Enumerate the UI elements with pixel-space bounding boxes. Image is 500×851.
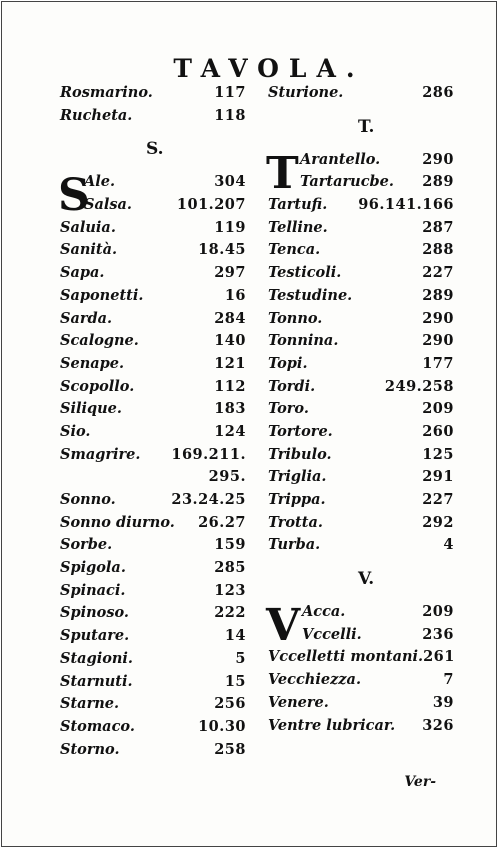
dropcap-block-v xyxy=(266,600,454,652)
index-entry xyxy=(60,353,246,376)
entry-word: Sonno diurno. xyxy=(60,513,175,531)
section-heading-t: T. xyxy=(358,116,375,137)
section-heading-s: S. xyxy=(146,139,164,160)
entry-word: Sturione. xyxy=(268,84,344,101)
index-entry xyxy=(268,376,454,399)
entry-page-number: 326 xyxy=(422,716,454,734)
entry-word: Venere. xyxy=(268,693,329,711)
entry-word: Toro. xyxy=(268,400,309,418)
index-entry xyxy=(60,398,246,421)
entry-word: Starnuti. xyxy=(60,672,133,690)
entry-word: Tordi. xyxy=(268,377,316,395)
entry-page-number: 258 xyxy=(214,740,246,758)
index-entry xyxy=(268,466,454,489)
index-entry xyxy=(60,82,246,105)
dropcap-t: T xyxy=(266,147,299,199)
index-entry xyxy=(60,693,246,716)
index-entry xyxy=(60,625,246,648)
index-entry xyxy=(268,239,454,262)
entry-page-number: 256 xyxy=(214,695,246,713)
entry-word: Stomaco. xyxy=(60,717,135,735)
index-entry xyxy=(60,105,246,128)
index-entry xyxy=(268,512,454,535)
entry-word: Scalogne. xyxy=(60,332,139,350)
entry-word: Turba. xyxy=(268,536,321,554)
entry-page-number: 287 xyxy=(422,218,454,236)
entry-page-number: 7 xyxy=(443,671,454,689)
entry-page-number: 227 xyxy=(422,264,454,282)
index-entry xyxy=(60,285,246,308)
entry-page-number: 289 xyxy=(422,286,454,304)
entry-word: Sarda. xyxy=(60,309,113,327)
entry-page-number: 10.30 xyxy=(198,717,246,735)
entry-word: Vecchiezza. xyxy=(268,671,361,689)
index-entry xyxy=(268,669,454,692)
entry-word: Sputare. xyxy=(60,627,130,645)
entry-page-number: 16 xyxy=(224,286,246,304)
index-entry xyxy=(60,671,246,694)
entry-page-number: 289 xyxy=(422,173,454,191)
entry-page-number: 14 xyxy=(224,627,246,645)
entry-page-number: 101.207 xyxy=(176,196,246,214)
index-entry xyxy=(268,330,454,353)
index-entry xyxy=(60,262,246,285)
index-entry xyxy=(60,648,246,671)
entry-page-number: 236 xyxy=(422,625,454,643)
index-entry xyxy=(268,308,454,331)
entry-word: Starne. xyxy=(60,695,120,713)
index-entry xyxy=(268,285,454,308)
index-entry xyxy=(60,376,246,399)
right-column xyxy=(268,82,454,737)
entry-page-number: 222 xyxy=(214,604,246,622)
index-page xyxy=(1,1,497,847)
dropcap-block-t xyxy=(266,147,454,199)
entry-word: Salsa. xyxy=(84,196,132,214)
entry-page-number: 291 xyxy=(422,468,454,486)
entry-word: Tonno. xyxy=(268,309,323,327)
entry-word: Tonnina. xyxy=(268,332,339,350)
page-title: TAVOLA. xyxy=(173,54,365,83)
entry-word: Vccelli. xyxy=(302,625,362,643)
catchword: Ver- xyxy=(404,774,436,790)
entry-word: Topi. xyxy=(268,354,308,372)
entry-word: Tartarucbe. xyxy=(300,173,394,191)
entry-page-number: 121 xyxy=(214,354,246,372)
entry-page-number: 292 xyxy=(422,513,454,531)
index-entry xyxy=(60,308,246,331)
entry-page-number: 23.24.25 xyxy=(171,491,246,508)
entry-word: Sio. xyxy=(60,422,91,440)
entry-page-number: 96.141.166 xyxy=(358,196,454,214)
index-entry xyxy=(60,557,246,580)
entry-page-number: 249.258 xyxy=(384,377,454,395)
index-entry xyxy=(60,580,246,603)
entry-word: Rucheta. xyxy=(60,106,133,124)
entry-page-number: 169.211. xyxy=(171,445,246,463)
index-entry xyxy=(60,330,246,353)
entry-word: Sorbe. xyxy=(60,536,113,554)
entry-word: Trippa. xyxy=(268,491,326,508)
entry-word: Ventre lubricar. xyxy=(268,716,396,734)
entry-word: Tortore. xyxy=(268,422,333,440)
entry-word: Sanità. xyxy=(60,241,118,259)
index-entry xyxy=(60,444,246,467)
entry-word: Tribulo. xyxy=(268,445,332,463)
entry-word: Testudine. xyxy=(268,286,353,304)
entry-word: Tenca. xyxy=(268,241,321,259)
index-entry xyxy=(268,262,454,285)
entry-page-number: 297 xyxy=(214,264,246,282)
entry-word: Storno. xyxy=(60,740,120,758)
entry-page-number: 4 xyxy=(443,536,454,554)
index-entry xyxy=(268,217,454,240)
index-entry xyxy=(60,466,246,489)
entry-word: Rosmarino. xyxy=(60,84,153,101)
entry-word: Sapa. xyxy=(60,264,105,282)
entry-page-number: 18.45 xyxy=(198,241,246,259)
index-entry xyxy=(268,534,454,557)
entry-page-number: 118 xyxy=(214,106,246,124)
entry-page-number: 119 xyxy=(214,218,246,236)
index-entry xyxy=(60,739,246,762)
entry-page-number: 209 xyxy=(422,400,454,418)
left-column xyxy=(60,82,246,761)
entry-page-number: 26.27 xyxy=(198,513,246,531)
entry-word: Vccelletti montani. xyxy=(268,648,424,666)
index-entry xyxy=(268,421,454,444)
entry-page-number: 290 xyxy=(422,332,454,350)
entry-page-number: 261 xyxy=(423,648,455,666)
entry-page-number: 284 xyxy=(214,309,246,327)
entry-word: Triglia. xyxy=(268,468,327,486)
entry-word: Saluia. xyxy=(60,218,116,236)
entry-word: Scopollo. xyxy=(60,377,135,395)
entry-word: Stagioni. xyxy=(60,649,133,667)
entry-word: Spinaci. xyxy=(60,581,126,599)
index-entry xyxy=(60,602,246,625)
entry-word: Saponetti. xyxy=(60,286,144,304)
entry-word: Silique. xyxy=(60,400,122,418)
entry-page-number: 159 xyxy=(214,536,246,554)
entry-word: Arantello. xyxy=(300,150,381,168)
entry-page-number: 177 xyxy=(422,354,454,372)
entry-page-number: 288 xyxy=(422,241,454,259)
index-entry xyxy=(60,239,246,262)
entry-page-number: 290 xyxy=(422,150,454,168)
entry-page-number: 285 xyxy=(214,559,246,577)
entry-page-number: 290 xyxy=(422,309,454,327)
entry-word: Smagrire. xyxy=(60,445,141,463)
entry-page-number: 304 xyxy=(214,173,246,191)
index-entry xyxy=(268,398,454,421)
index-entry xyxy=(268,692,454,715)
entry-page-number: 5 xyxy=(235,649,246,667)
entry-page-number: 125 xyxy=(422,445,454,463)
entry-page-number: 140 xyxy=(214,332,246,350)
index-entry xyxy=(268,715,454,738)
entry-page-number: 295. xyxy=(208,468,246,486)
entry-word: Senape. xyxy=(60,354,125,372)
entry-page-number: 227 xyxy=(422,491,454,508)
entry-word: Trotta. xyxy=(268,513,323,531)
entry-page-number: 112 xyxy=(214,377,246,395)
index-entry xyxy=(60,421,246,444)
section-heading-v: V. xyxy=(358,569,375,590)
entry-page-number: 260 xyxy=(422,422,454,440)
index-entry xyxy=(60,489,246,512)
dropcap-s: S xyxy=(58,170,90,222)
entry-word: Spinoso. xyxy=(60,604,129,622)
entry-page-number: 123 xyxy=(214,581,246,599)
entry-word: Sonno. xyxy=(60,491,116,508)
index-entry xyxy=(268,444,454,467)
index-entry xyxy=(268,353,454,376)
entry-word: Ale. xyxy=(84,173,116,191)
entry-page-number: 15 xyxy=(224,672,246,690)
index-entry xyxy=(268,489,454,512)
dropcap-v: V xyxy=(266,600,301,652)
entry-page-number: 39 xyxy=(432,693,454,711)
dropcap-block-s xyxy=(58,170,246,222)
entry-page-number: 209 xyxy=(422,603,454,621)
entry-page-number: 183 xyxy=(214,400,246,418)
index-entry xyxy=(60,512,246,535)
entry-word: Testicoli. xyxy=(268,264,342,282)
entry-page-number: 286 xyxy=(422,84,454,101)
index-entry xyxy=(60,716,246,739)
entry-page-number: 117 xyxy=(214,84,246,101)
entry-word: Telline. xyxy=(268,218,328,236)
entry-page-number: 124 xyxy=(214,422,246,440)
index-entry xyxy=(268,82,454,105)
index-entry xyxy=(60,534,246,557)
entry-word: Spigola. xyxy=(60,559,126,577)
entry-word: Acca. xyxy=(302,603,346,621)
entry-word: Tartufi. xyxy=(268,196,328,214)
